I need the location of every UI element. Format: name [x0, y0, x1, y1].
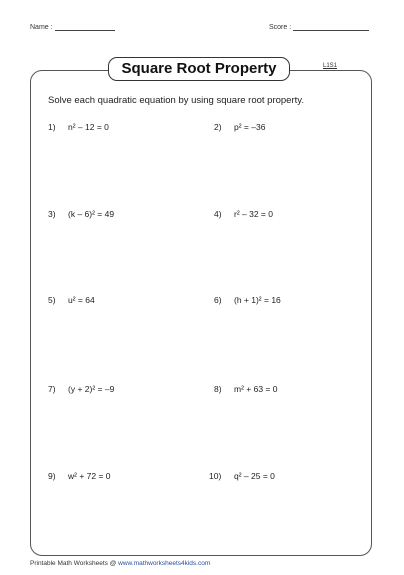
footer — [30, 560, 210, 567]
problem-equation: n² – 12 = 0 — [68, 122, 109, 132]
problem-equation: p² = –36 — [234, 122, 266, 132]
footer-label: Printable Math Worksheets @ — [30, 560, 117, 567]
footer-site-link[interactable]: www.mathworksheets4kids.com — [118, 560, 211, 567]
problem-7 — [48, 384, 114, 394]
problem-number: 1) — [48, 122, 56, 132]
score-line — [293, 22, 369, 31]
problem-1 — [48, 122, 109, 132]
score-field — [269, 22, 369, 31]
name-label: Name : — [30, 24, 53, 31]
problem-9 — [48, 471, 111, 481]
problem-2 — [214, 122, 265, 132]
worksheet-border — [30, 70, 372, 556]
problem-equation: w² + 72 = 0 — [68, 471, 111, 481]
worksheet-title: Square Root Property — [108, 57, 290, 81]
problem-number: 6) — [214, 295, 222, 305]
problem-equation: m² + 63 = 0 — [234, 384, 278, 394]
problem-8 — [214, 384, 277, 394]
instructions: Solve each quadratic equation by using square root property. — [48, 95, 304, 106]
problem-equation: r² – 32 = 0 — [234, 209, 273, 219]
problem-number: 10) — [209, 471, 222, 481]
problem-number: 5) — [48, 295, 56, 305]
problem-number: 2) — [214, 122, 222, 132]
problem-6 — [214, 295, 281, 305]
problem-number: 7) — [48, 384, 56, 394]
name-line — [55, 22, 115, 31]
problem-3 — [48, 209, 114, 219]
problem-number: 4) — [214, 209, 222, 219]
problem-equation: (k – 6)² = 49 — [68, 209, 115, 219]
worksheet-code: L1S1 — [323, 63, 338, 69]
problem-equation: (y + 2)² = –9 — [68, 384, 115, 394]
score-label: Score : — [269, 24, 292, 31]
problem-number: 8) — [214, 384, 222, 394]
problem-number: 9) — [48, 471, 56, 481]
problem-equation: q² – 25 = 0 — [234, 471, 275, 481]
problem-equation: (h + 1)² = 16 — [234, 295, 281, 305]
name-field — [30, 22, 115, 31]
problem-5 — [48, 295, 95, 305]
problem-number: 3) — [48, 209, 56, 219]
problem-equation: u² = 64 — [68, 295, 95, 305]
problem-10 — [209, 471, 275, 481]
problem-4 — [214, 209, 273, 219]
